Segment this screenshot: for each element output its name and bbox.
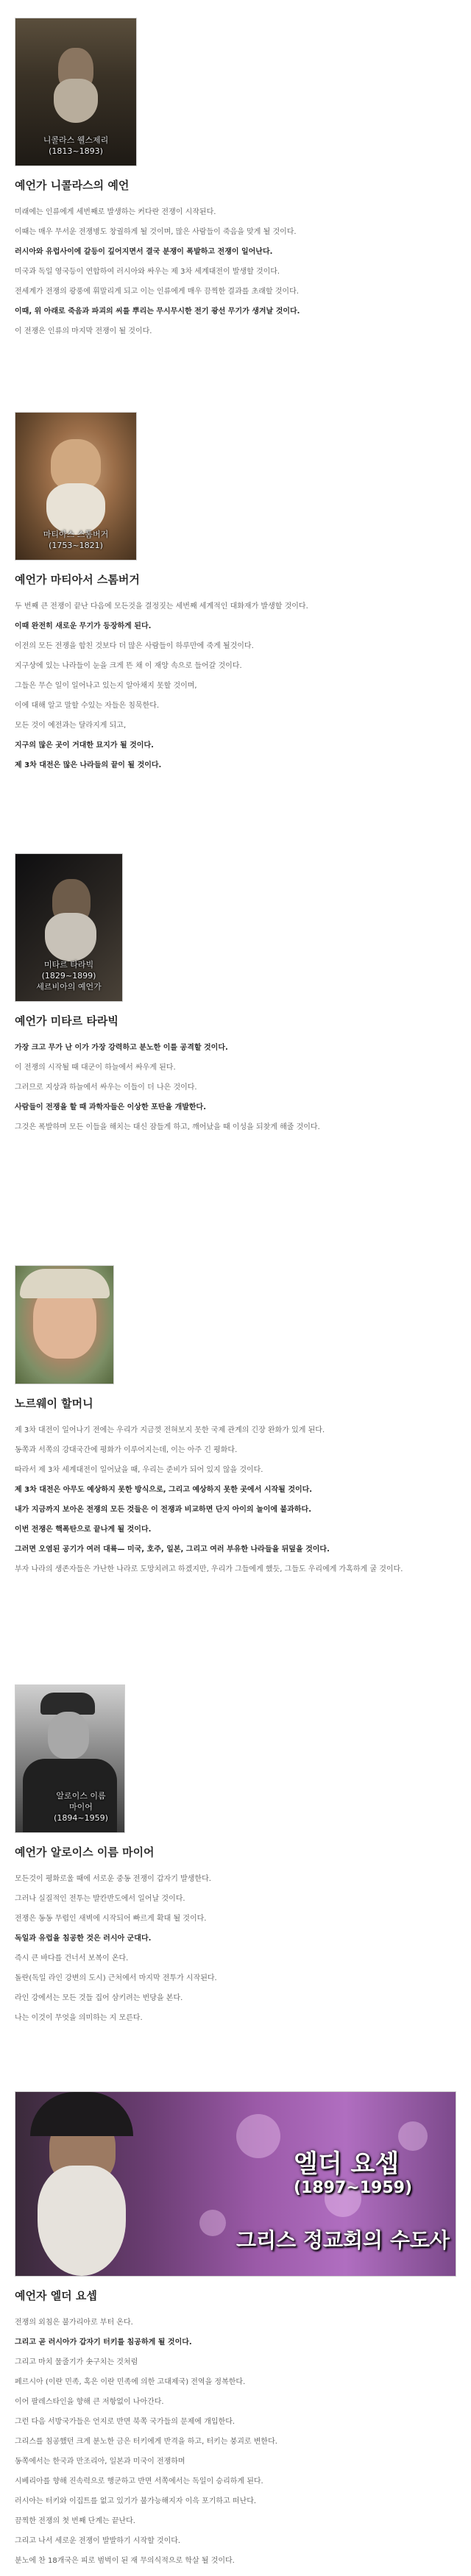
portrait-beard [38, 2166, 126, 2276]
paragraph: 그리스를 침공했던 크게 분노한 금은 터키에게 반격을 하고, 터키는 붕괴로 변한다. [15, 2438, 277, 2446]
paragraph: 제 3차 대전은 많은 나라들의 끝이 될 것이다. [15, 761, 162, 769]
paragraph: 동쪽과 서쪽의 강대국간에 평화가 이루어지는데, 이는 아주 긴 평화다. [15, 1446, 238, 1454]
section-title: 예언가 미타르 타라빅 [15, 1014, 118, 1028]
paragraph: 이전의 모든 전쟁을 합친 것보다 더 많은 사람들이 하루만에 죽게 될것이다. [15, 642, 254, 650]
paragraph: 전쟁은 동동 무렵인 새벽에 시작되어 빠르게 확대 될 것이다. [15, 1915, 207, 1923]
paragraph: 그런 다음 서방국가들은 언지로 반면 북쪽 국가들의 문제에 개입한다. [15, 2418, 236, 2426]
paragraph: 그리고 나서 세로운 전쟁이 발발하기 시작할 것이다. [15, 2537, 181, 2545]
section-tarabich [15, 853, 456, 1142]
paragraph: 이 전쟁은 인류의 마지막 전쟁이 될 것이다. [15, 327, 152, 335]
portrait-beard [46, 483, 105, 535]
paragraph: 그리고 마치 물줄기가 솟구치는 것처럼 [15, 2358, 138, 2366]
paragraph: 부자 나라의 생존자들은 가난한 나라로 도망치려고 하겠지만, 우리가 그들에게 했듯, 그들도 우리에게 가혹하게 굴 것이다. [15, 1565, 403, 1573]
section-stormberger [15, 412, 456, 780]
paragraph: 즉시 큰 바다를 건너서 보복이 온다. [15, 1954, 129, 1963]
paragraph: 독일과 유럽을 침공한 것은 러시아 군대다. [15, 1935, 152, 1943]
paragraphs [15, 1426, 456, 1575]
section-nicholas [15, 18, 456, 346]
paragraphs [15, 207, 456, 337]
portrait-beard [45, 913, 96, 961]
paragraph: 내가 지금까지 보아온 전쟁의 모든 것들은 이 전쟁과 비교하면 단지 아이의 놀이에 불과하다. [15, 1506, 311, 1514]
paragraph: 끔찍한 전쟁의 첫 번째 단계는 끝난다. [15, 2517, 135, 2525]
irlmaier-photo [15, 1684, 125, 1833]
paragraphs [15, 1043, 456, 1133]
paragraph: 이때 완전히 새로운 무기가 등장하게 된다. [15, 622, 152, 630]
paragraph: 돌란(독일 라인 강변의 도시) 근처에서 마지막 전투가 시작된다. [15, 1974, 217, 1982]
overlay-name: 엘더 요셉 [294, 2149, 400, 2179]
paragraph: 시베리아를 향해 진속력으로 행군하고 반면 서쪽에서는 독일이 승리하게 된다. [15, 2477, 263, 2486]
photo-caption: 미타르 타라빅 (1829~1899) 세르비아의 예언가 [36, 960, 102, 992]
paragraphs [15, 602, 456, 771]
paragraph: 전세계가 전쟁의 광풍에 휘말리게 되고 이는 인류에게 매우 끔찍한 결과를 초래할 것이다. [15, 288, 299, 296]
bokeh-light [236, 2114, 280, 2158]
nicholas-photo [15, 18, 137, 166]
paragraph: 러시아는 터키와 이집트를 없고 있기가 불가능해지자 이윽 포기하고 떠난다. [15, 2497, 257, 2505]
section-title: 노르웨이 할머니 [15, 1397, 93, 1410]
paragraph: 지구상에 있는 나라들이 눈을 크게 뜬 채 이 재앙 속으로 들어갈 것이다. [15, 662, 242, 670]
paragraph: 미래에는 인류에게 세번째로 발생하는 커다란 전쟁이 시작된다. [15, 208, 216, 216]
paragraph: 이때, 위 아래로 죽음과 파괴의 씨를 뿌리는 무시무시한 전기 광선 무기가 생겨날 것이다. [15, 307, 300, 316]
paragraph: 사람들이 전쟁을 할 때 과학자들은 이상한 포탄을 개발한다. [15, 1103, 207, 1111]
paragraph: 동쪽에서는 한국과 만조리아, 일본과 미국이 전쟁하며 [15, 2458, 185, 2466]
section-norway-grandmother [15, 1265, 456, 1584]
paragraph: 그것은 폭발하며 모든 이들을 해치는 대신 잠들게 하고, 깨어났을 때 이성을 되찾게 해줄 것이다. [15, 1123, 320, 1131]
paragraph: 라인 강에서는 모든 것들 집어 삼키려는 번당을 본다. [15, 1994, 183, 2002]
overlay-subtitle: 그리스 정교회의 수도사 [236, 2228, 450, 2252]
paragraphs [15, 2318, 456, 2566]
paragraph: 제 3차 대전이 일어나기 전에는 우리가 지금껏 전혀보지 못한 국제 관계의 긴장 완화가 있게 된다. [15, 1426, 325, 1434]
paragraph: 그들은 무슨 일이 일어나고 있는지 알아채지 못할 것이며, [15, 682, 197, 690]
paragraph: 전쟁의 외침은 불가리아로 부터 온다. [15, 2319, 133, 2327]
section-title: 예언가 니콜라스의 예언 [15, 179, 130, 192]
paragraph: 그러므로 지상과 하늘에서 싸우는 이들이 더 나은 것이다. [15, 1084, 197, 1092]
elder-joseph-banner [15, 2091, 456, 2277]
paragraph: 두 번째 큰 전쟁이 끝난 다음에 모든것을 결정짓는 세번째 세계적인 대화재가 발생할 것이다. [15, 602, 308, 611]
section-title: 예언가 알로이스 이름 마이어 [15, 1846, 155, 1859]
paragraph: 모든 것이 예전과는 달라지게 되고, [15, 722, 127, 730]
paragraph: 나는 이것이 무엇을 의미하는 지 모른다. [15, 2014, 143, 2022]
bokeh-light [199, 2210, 226, 2236]
paragraph: 이어 팔레스타인을 향해 큰 저항없이 나아간다. [15, 2398, 164, 2406]
bokeh-light [398, 2121, 428, 2151]
paragraph: 지구의 많은 곳이 거대한 묘지가 될 것이다. [15, 741, 154, 750]
section-elder-joseph [15, 2091, 456, 2576]
stormberger-photo [15, 412, 137, 561]
grandmother-photo [15, 1265, 114, 1384]
portrait-beard [54, 79, 98, 123]
paragraph: 이때는 매우 무서운 전쟁병도 창궐하게 될 것이며, 많은 사람들이 죽음을 맞게 될 것이다. [15, 228, 297, 236]
paragraph: 페르시아 (이란 민족, 혹은 이란 민족에 의한 고대제국) 전역을 정복한다. [15, 2378, 246, 2386]
section-title: 예언가 마티아서 스톰버거 [15, 573, 140, 586]
photo-caption: 알로이스 이름 마이어 (1894~1959) [54, 1791, 108, 1823]
paragraph: 모든것이 평화로울 때에 서로운 중동 전쟁이 갑자기 발생한다. [15, 1875, 211, 1883]
paragraph: 이에 대해 알고 말할 수있는 자들은 침묵한다. [15, 702, 160, 710]
paragraph: 이 전쟁의 시작될 때 대군이 하늘에서 싸우게 된다. [15, 1064, 176, 1072]
hood [30, 2092, 133, 2136]
tarabich-photo [15, 853, 123, 1002]
section-alois-irlmaier [15, 1684, 456, 2033]
paragraph: 그러면 오염된 공기가 여러 대륙— 미국, 호주, 일본, 그리고 여러 부유한 나라들을 뒤덮을 것이다. [15, 1545, 330, 1554]
paragraph: 미국과 독일 영국등이 연합하여 러시아와 싸우는 제 3차 세계대전이 발생할 것이다. [15, 268, 280, 276]
scarf [20, 1269, 110, 1298]
paragraph: 제 3차 대전은 아무도 예상하지 못한 방식으로, 그리고 예상하지 못한 곳에서 시작될 것이다. [15, 1486, 313, 1494]
paragraphs [15, 1874, 456, 2024]
paragraph: 그리고 곧 러시아가 갑자기 터키를 침공하게 될 것이다. [15, 2338, 192, 2346]
photo-caption: 마티아스 스톰버거 (1753~1821) [43, 530, 109, 550]
paragraph: 분노에 찬 18개국은 피로 범벅이 된 재 무의식적으로 학살 될 것이다. [15, 2557, 235, 2565]
overlay-years: (1897~1959) [294, 2179, 413, 2197]
paragraph: 러시아와 유럽사이에 갈등이 깊어지면서 결국 분쟁이 폭발하고 전쟁이 일어난다. [15, 248, 273, 256]
paragraph: 그러나 실질적인 전투는 발칸반도에서 일어날 것이다. [15, 1895, 185, 1903]
paragraph: 가장 크고 무가 난 이가 가장 강력하고 분노한 이를 공격할 것이다. [15, 1044, 228, 1052]
portrait-face [48, 1712, 89, 1759]
paragraph: 따라서 제 3차 세계대전이 일어났을 때, 우리는 준비가 되어 있지 않을 것이다. [15, 1466, 263, 1474]
section-title: 예언자 엘더 요셉 [15, 2289, 97, 2302]
paragraph: 이번 전쟁은 핵폭탄으로 끝나게 될 것이다. [15, 1526, 152, 1534]
photo-caption: 니콜라스 웰스제리 (1813~1893) [43, 135, 109, 156]
